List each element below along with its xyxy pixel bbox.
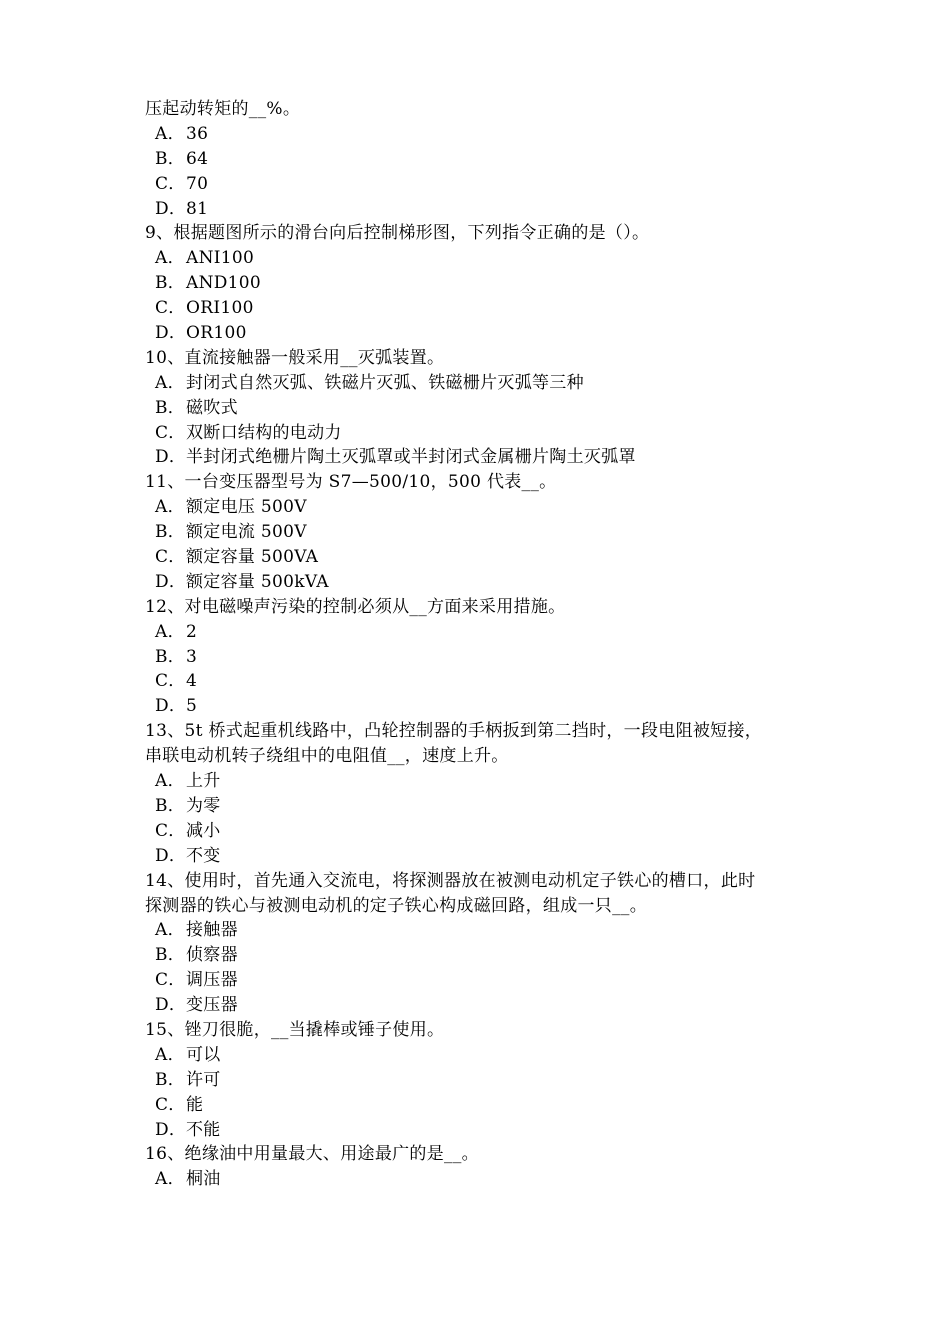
answer-option <box>145 645 825 670</box>
option-text: 5 <box>186 696 198 717</box>
option-letter: A． <box>155 248 185 269</box>
option-text: 半封闭式绝栅片陶土灭弧罩或半封闭式金属栅片陶土灭弧罩 <box>186 447 636 468</box>
option-text: 36 <box>186 123 209 144</box>
option-letter: C． <box>155 547 186 568</box>
option-text: ORI100 <box>186 298 254 319</box>
answer-option <box>145 943 825 968</box>
option-letter: A． <box>155 497 185 518</box>
question-stem: 12、对电磁噪声污染的控制必须从__方面来采用措施。 <box>145 596 566 617</box>
option-text: 减小 <box>186 820 221 841</box>
option-text: 为零 <box>186 795 221 816</box>
option-letter: C． <box>155 422 186 443</box>
question-stem: 15、锉刀很脆，__当撬棒或锤子使用。 <box>145 1019 445 1040</box>
option-text: 上升 <box>186 771 221 792</box>
option-text: 封闭式自然灭弧、铁磁片灭弧、铁磁栅片灭弧等三种 <box>186 372 584 393</box>
answer-option <box>145 620 825 645</box>
option-text: 调压器 <box>186 970 238 991</box>
option-text: 不能 <box>186 1119 221 1140</box>
option-letter: A． <box>155 1169 185 1190</box>
answer-option <box>145 545 825 570</box>
option-letter: D． <box>155 696 187 717</box>
question-stem: 探测器的铁心与被测电动机的定子铁心构成磁回路，组成一只__。 <box>145 895 647 916</box>
option-text: AND100 <box>186 273 262 294</box>
option-text: 64 <box>186 148 209 169</box>
answer-option <box>145 371 825 396</box>
option-letter: D． <box>155 447 187 468</box>
question-stem: 16、绝缘油中用量最大、用途最广的是__。 <box>145 1144 479 1165</box>
answer-option <box>145 918 825 943</box>
option-text: 桐油 <box>186 1169 221 1190</box>
answer-option <box>145 819 825 844</box>
answer-option <box>145 122 825 147</box>
option-letter: B． <box>155 945 186 966</box>
answer-option <box>145 1043 825 1068</box>
option-letter: D． <box>155 995 187 1016</box>
option-text: 81 <box>186 198 209 219</box>
option-text: 可以 <box>186 1044 221 1065</box>
option-text: 4 <box>186 671 198 692</box>
option-text: 磁吹式 <box>186 397 238 418</box>
option-letter: B． <box>155 795 186 816</box>
answer-option <box>145 445 825 470</box>
option-letter: A． <box>155 1044 185 1065</box>
question-list <box>145 97 825 1192</box>
answer-option <box>145 321 825 346</box>
option-letter: A． <box>155 123 185 144</box>
option-letter: D． <box>155 571 187 592</box>
option-letter: A． <box>155 372 185 393</box>
option-letter: C． <box>155 970 186 991</box>
question-stem: 11、一台变压器型号为 S7—500/10，500 代表__。 <box>145 472 557 493</box>
answer-option <box>145 844 825 869</box>
option-text: 能 <box>186 1094 204 1115</box>
answer-option <box>145 769 825 794</box>
question-stem: 13、5t 桥式起重机线路中，凸轮控制器的手柄扳到第二挡时，一段电阻被短接， <box>145 721 763 742</box>
option-letter: B． <box>155 646 186 667</box>
answer-option <box>145 495 825 520</box>
option-text: 不变 <box>186 845 221 866</box>
answer-option <box>145 993 825 1018</box>
option-text: 额定电压 500V <box>186 497 307 518</box>
option-text: 许可 <box>186 1069 221 1090</box>
question-stem: 14、使用时，首先通入交流电，将探测器放在被测电动机定子铁心的槽口，此时 <box>145 870 756 891</box>
option-letter: D． <box>155 323 187 344</box>
option-text: 70 <box>186 173 209 194</box>
option-text: 接触器 <box>186 920 238 941</box>
question-stem: 串联电动机转子绕组中的电阻值__，速度上升。 <box>145 746 509 767</box>
answer-option <box>145 246 825 271</box>
answer-option <box>145 147 825 172</box>
answer-option <box>145 694 825 719</box>
answer-option <box>145 794 825 819</box>
option-letter: B． <box>155 273 186 294</box>
option-text: OR100 <box>186 323 247 344</box>
option-letter: B． <box>155 522 186 543</box>
option-text: 侦察器 <box>186 945 238 966</box>
option-text: 额定电流 500V <box>186 522 307 543</box>
question-stem: 9、根据题图所示的滑台向后控制梯形图，下列指令正确的是（）。 <box>145 223 650 244</box>
option-letter: B． <box>155 1069 186 1090</box>
answer-option <box>145 197 825 222</box>
option-letter: C． <box>155 1094 186 1115</box>
option-letter: B． <box>155 397 186 418</box>
option-letter: A． <box>155 920 185 941</box>
option-text: 双断口结构的电动力 <box>186 422 342 443</box>
option-letter: C． <box>155 298 186 319</box>
answer-option <box>145 1118 825 1143</box>
option-text: 额定容量 500VA <box>186 547 319 568</box>
option-text: ANI100 <box>186 248 255 269</box>
option-text: 变压器 <box>186 995 238 1016</box>
option-text: 3 <box>186 646 198 667</box>
answer-option <box>145 1068 825 1093</box>
answer-option <box>145 396 825 421</box>
answer-option <box>145 570 825 595</box>
option-letter: C． <box>155 173 186 194</box>
answer-option <box>145 172 825 197</box>
option-letter: D． <box>155 1119 187 1140</box>
option-letter: D． <box>155 845 187 866</box>
option-text: 2 <box>186 621 198 642</box>
option-letter: A． <box>155 771 185 792</box>
option-letter: C． <box>155 820 186 841</box>
answer-option <box>145 296 825 321</box>
option-letter: C． <box>155 671 186 692</box>
option-text: 额定容量 500kVA <box>186 571 329 592</box>
option-letter: D． <box>155 198 187 219</box>
answer-option <box>145 669 825 694</box>
option-letter: A． <box>155 621 185 642</box>
answer-option <box>145 1093 825 1118</box>
answer-option <box>145 968 825 993</box>
question-stem: 10、直流接触器一般采用__灭弧装置。 <box>145 347 445 368</box>
answer-option <box>145 1167 825 1192</box>
answer-option <box>145 421 825 446</box>
answer-option <box>145 520 825 545</box>
answer-option <box>145 271 825 296</box>
question-stem: 压起动转矩的__%。 <box>145 99 301 119</box>
option-letter: B． <box>155 148 186 169</box>
